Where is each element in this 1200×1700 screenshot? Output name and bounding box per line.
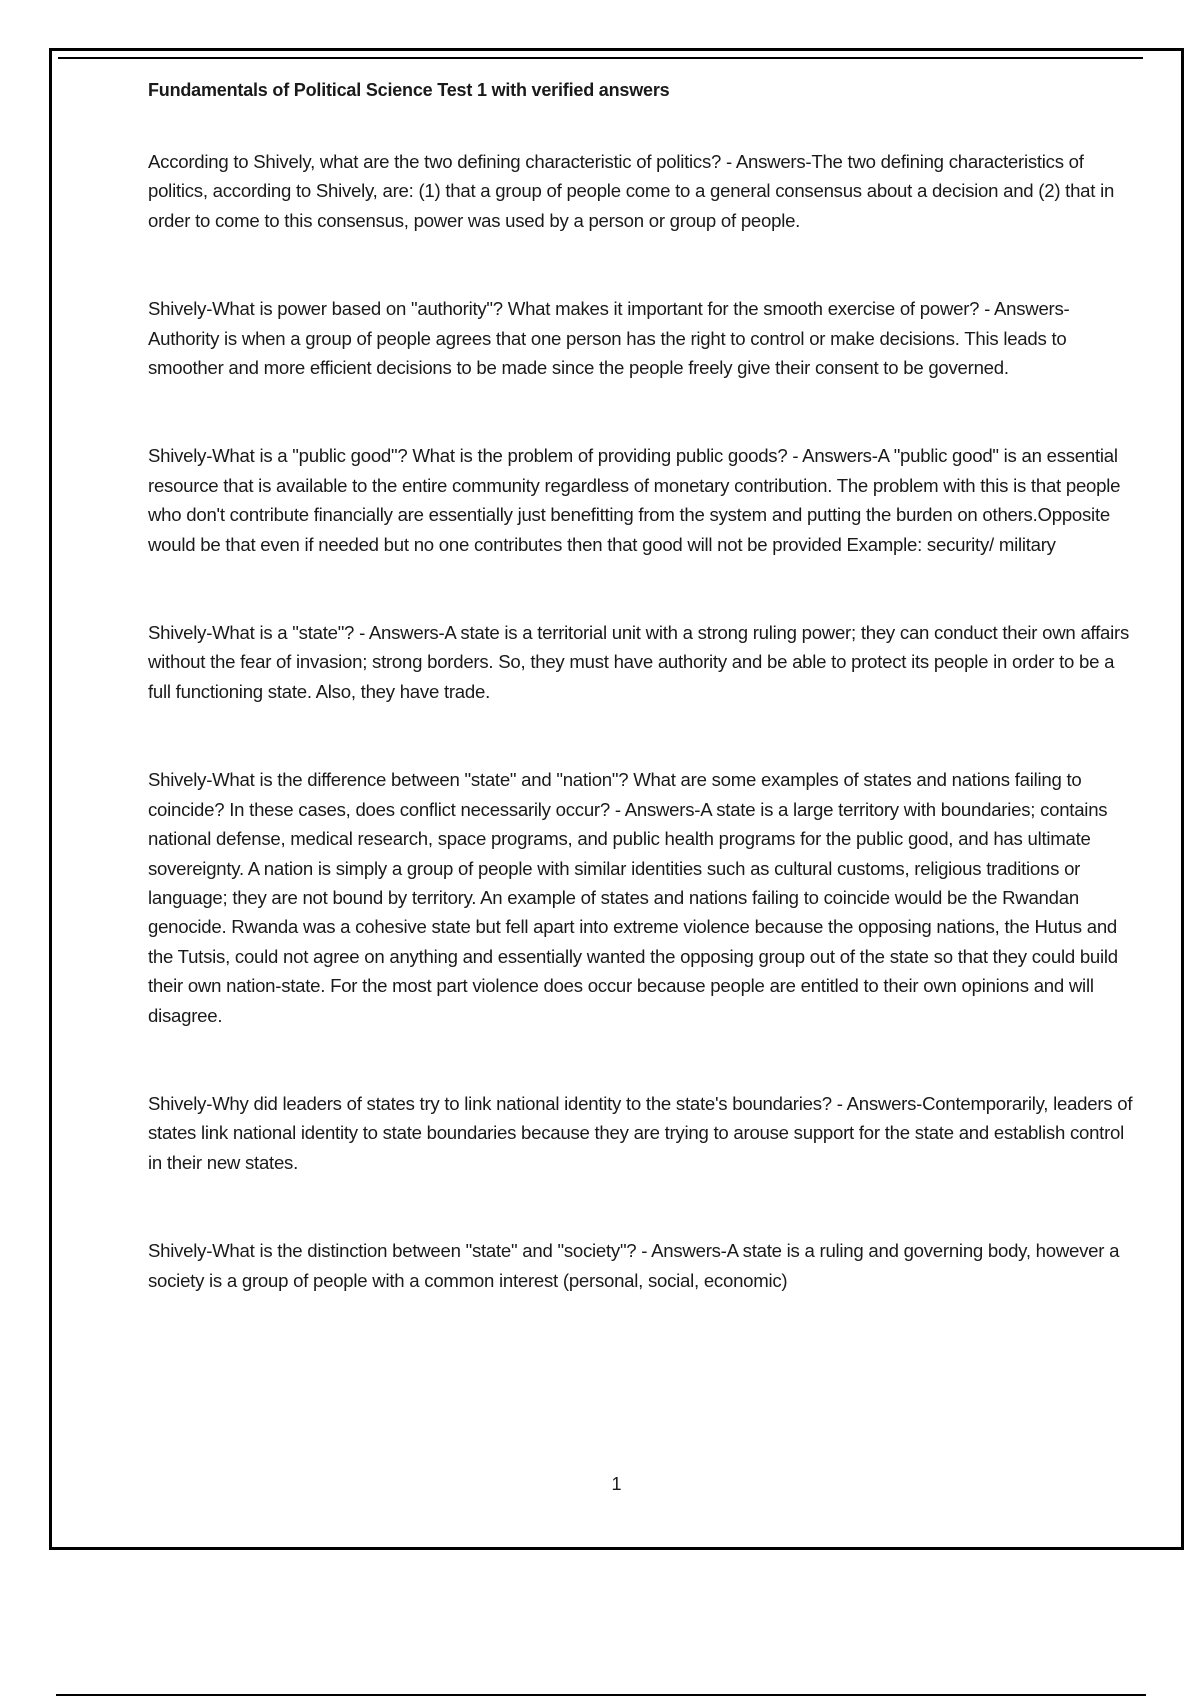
qa-item-national-identity: Shively-Why did leaders of states try to link national identity to the state's boundaries? - Answers-Contemporarily, leaders of states link national identity to state boundaries because they are trying to arouse support for the state and establish control in their new states. — [148, 1092, 1133, 1173]
qa-item-politics-characteristics: According to Shively, what are the two defining characteristic of politics? - Answers-The two defining characteristics of politics, according to Shively, are: (1) that a group of people come to a general consensus about a decision and (2) that in order to come to this consensus, power was used by a person or group of people. — [148, 151, 1115, 231]
qa-item-public-good: Shively-What is a "public good"? What is the problem of providing public goods? - Answers-A "public good" is an essential resource that is available to the entire community regardless of monetary contribution. The problem with this is that people who don't contribute financially are essentially just benefitting from the system and putting the burden on others.Opposite would be that even if needed but no one contributes then that good will not be provided Example: security/ military — [148, 445, 1121, 555]
qa-item-authority: Shively-What is power based on "authority"? What makes it important for the smooth exercise of power? - Answers-Authority is when a group of people agrees that one person has the right to control or make decisions. This leads to smoother and more efficient decisions to be made since the people freely give their consent to be governed. — [148, 298, 1070, 379]
qa-item-state-vs-nation: Shively-What is the difference between "state" and "nation"? What are some examples of states and nations failing to coincide? In these cases, does conflict necessarily occur? - Answers-A state is a large territory with boundaries; contains national defense, medical research, space programs, and public health programs for the public good, and has ultimate sovereignty. A nation is simply a group of people with similar identities such as cultural customs, religious traditions or language; they are not bound by territory. An example of states and nations failing to coincide would be the Rwandan genocide. Rwanda was a cohesive state but fell apart into extreme violence because the opposing nations, the Hutus and the Tutsis, could not agree on anything and essentially wanted the opposing group out of the state so that they could build their own nation-state. For the most part violence does occur because people are entitled to their own opinions and will disagree. — [148, 769, 1118, 1026]
bottom-rule — [56, 1694, 1146, 1696]
page-number: 1 — [611, 1474, 622, 1494]
page-frame — [49, 48, 1184, 1550]
qa-item-state-vs-society: Shively-What is the distinction between "state" and "society"? - Answers-A state is a ruling and governing body, however a society is a group of people with a common interest (personal, social, economic) — [148, 1240, 1120, 1291]
qa-item-state: Shively-What is a "state"? - Answers-A state is a territorial unit with a strong ruling power; they can conduct their own affairs without the fear of invasion; strong borders. So, they must have authority and be able to protect its people in order to be a full functioning state. Also, they have trade. — [148, 622, 1129, 702]
top-rule — [58, 57, 1143, 59]
page-content — [148, 77, 1138, 1295]
document-title: Fundamentals of Political Science Test 1 with verified answers — [148, 80, 670, 100]
